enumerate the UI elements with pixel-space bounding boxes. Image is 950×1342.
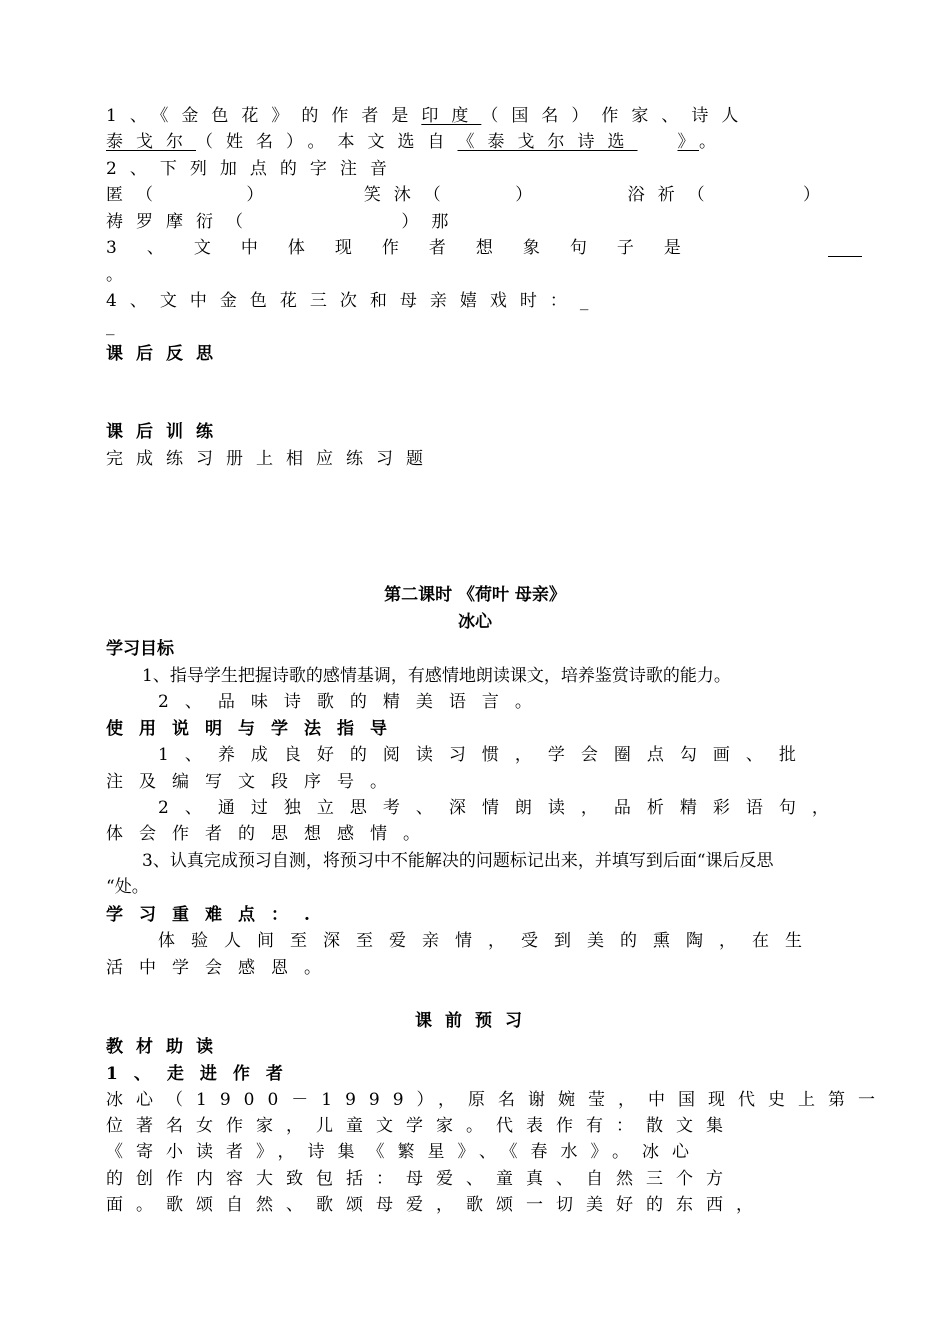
q3-text: 3、文中体现作者想象句子是 <box>106 238 711 258</box>
author-bio-line-4: 的创作内容大致包括：母爱、童真、自然三个方 <box>106 1169 736 1189</box>
author-bio-line-1: 冰心（1900－1999），原名谢婉莹，中国现代史上第一 <box>106 1090 889 1110</box>
q2-item-luomoyan: 祷罗摩衍（ <box>106 212 256 232</box>
guide-1-line-1: 1、养成良好的阅读习惯，学会圈点勾画、批 <box>158 745 812 765</box>
q1-author-answer: 泰戈尔 <box>106 132 196 152</box>
goal-1: 1、指导学生把握诗歌的感情基调，有感情地朗读课文，培养鉴赏诗歌的能力。 <box>142 666 731 686</box>
q2-item-yuqi: 浴祈（ <box>627 185 718 205</box>
question-2-title: 2、下列加点的字注音 <box>106 159 400 179</box>
question-2-items-row-1 <box>106 183 864 207</box>
q1-source-answer <box>458 132 700 152</box>
guide-3-line-2: “处。 <box>106 877 149 897</box>
q3-answer-blank <box>828 238 862 257</box>
q2-item-ni: 匿（ <box>106 185 166 205</box>
guide-2-line-2: 体会作者的思想感情。 <box>106 824 436 844</box>
q1-prefix: 1、《金色花》的作者是 <box>106 106 422 126</box>
question-4-continuation: _ <box>106 316 115 336</box>
q1-middle: （国名）作家、诗人 <box>481 106 752 126</box>
training-heading: 课后训练 <box>106 422 226 442</box>
goal-2: 2、品味诗歌的精美语言。 <box>158 692 548 712</box>
lesson-2-title: 第二课时 《荷叶 母亲》 <box>384 585 566 605</box>
guide-2-line-1: 2、通过独立思考、深情朗读，品析精彩语句， <box>158 798 845 818</box>
q2-item-yuqi-close: ） <box>803 185 821 205</box>
training-text: 完成练习册上相应练习题 <box>106 449 436 469</box>
lesson-2-author: 冰心 <box>458 612 492 632</box>
q1-country-answer: 印度 <box>421 106 482 126</box>
author-bio-line-5: 面。歌颂自然、歌颂母爱，歌颂一切美好的东西， <box>106 1195 766 1215</box>
question-4 <box>106 289 864 313</box>
reflection-heading: 课后反思 <box>106 344 226 364</box>
q1-source-close: 》 <box>677 132 699 152</box>
q1-period: 。 <box>699 132 729 152</box>
know-the-author-heading: 1、走进作者 <box>106 1064 299 1084</box>
author-bio-line-2: 位著名女作家，儿童文学家。代表作有：散文集 <box>106 1116 736 1136</box>
key-points-label: 学习重难点： <box>106 905 304 925</box>
preview-heading: 课前预习 <box>415 1011 535 1031</box>
q4-answer-blank: _ <box>579 291 602 311</box>
question-1-line-2 <box>106 130 864 154</box>
question-2-items-row-2 <box>106 210 864 234</box>
q2-item-ni-close: ） <box>246 185 264 205</box>
q2-item-luomoyan-close: ）那 <box>401 212 462 232</box>
q2-item-xiaomu: 笑沐（ <box>363 185 454 205</box>
question-3 <box>106 236 866 260</box>
q1-source-prefix: （姓名）。本文选自 <box>196 132 458 152</box>
guide-heading: 使用说明与学法指导 <box>106 719 403 739</box>
q4-text: 4、文中金色花三次和母亲嬉戏时： <box>106 291 580 311</box>
question-3-end: 。 <box>106 265 123 285</box>
guide-1-line-2: 注及编写文段序号。 <box>106 772 403 792</box>
key-points-dot: . <box>304 905 326 925</box>
question-1-line-1 <box>106 104 864 128</box>
guide-3-line-1: 3、认真完成预习自测，将预习中不能解决的问题标记出来，并填写到后面“课后反思 <box>142 851 774 871</box>
author-bio-line-3: 《寄小读者》，诗集《繁星》、《春水》。冰心 <box>106 1142 702 1162</box>
key-points-line-1: 体验人间至深至爱亲情，受到美的熏陶，在生 <box>158 931 818 951</box>
key-points-heading <box>106 903 864 927</box>
reading-aid-heading: 教材助读 <box>106 1037 226 1057</box>
q1-source-title: 《泰戈尔诗选 <box>457 132 638 152</box>
goals-heading: 学习目标 <box>106 639 174 659</box>
key-points-line-2: 活中学会感恩。 <box>106 958 337 978</box>
q2-item-xiaomu-close: ） <box>515 185 533 205</box>
